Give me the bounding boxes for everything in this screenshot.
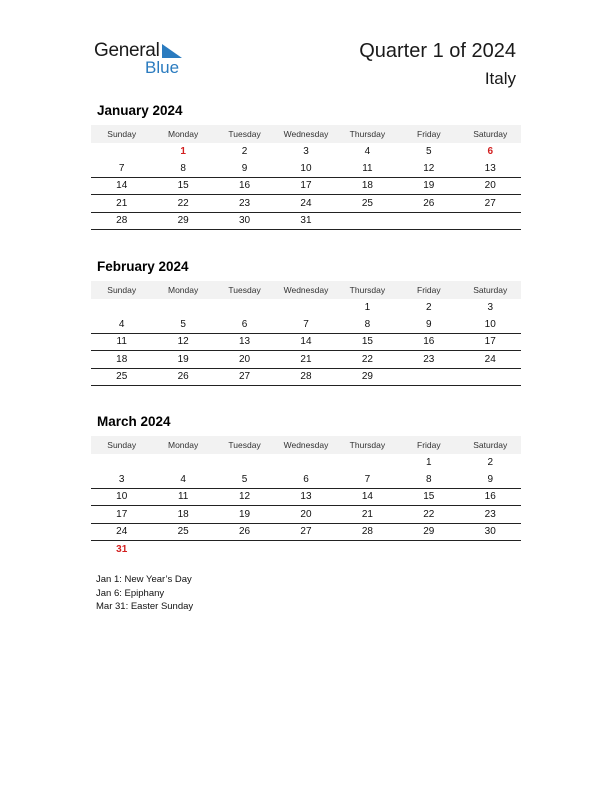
day-cell: 1 <box>364 302 371 314</box>
day-cell: 27 <box>238 371 251 383</box>
weekday-label: Friday <box>417 285 441 295</box>
week-row <box>91 471 521 488</box>
day-cell: 3 <box>487 302 494 314</box>
day-cell: 6 <box>303 474 309 486</box>
weekday-header <box>91 125 521 143</box>
week-row <box>91 195 521 212</box>
day-cell: 28 <box>116 215 128 227</box>
day-cell: 9 <box>241 163 248 175</box>
weekday-label: Friday <box>417 129 441 139</box>
month-grid <box>91 143 521 230</box>
weekday-label: Sunday <box>107 129 137 139</box>
week-row <box>91 369 521 386</box>
day-cell: 18 <box>361 180 373 192</box>
day-cell: 17 <box>300 180 312 192</box>
day-cell: 19 <box>177 353 189 365</box>
day-cell: 4 <box>364 146 371 158</box>
week-row <box>91 143 521 160</box>
holiday-day-cell: 31 <box>116 544 128 556</box>
day-cell: 8 <box>180 163 186 175</box>
day-cell: 22 <box>177 197 189 209</box>
day-cell: 13 <box>300 491 312 503</box>
day-cell: 11 <box>116 336 127 348</box>
week-row <box>91 334 521 351</box>
day-cell: 9 <box>426 319 432 331</box>
day-cell: 14 <box>116 180 128 192</box>
weekday-label: Wednesday <box>283 129 329 139</box>
day-cell: 16 <box>423 336 435 348</box>
day-cell: 25 <box>361 197 373 209</box>
weekday-label: Friday <box>417 440 441 450</box>
month-title: March 2024 <box>97 414 171 429</box>
day-cell: 29 <box>423 526 435 538</box>
logo-text-general: General <box>94 40 160 61</box>
weekday-label: Monday <box>168 129 199 139</box>
day-cell: 12 <box>238 491 251 503</box>
day-cell: 22 <box>361 353 373 365</box>
week-row <box>91 299 521 316</box>
day-cell: 9 <box>487 474 494 486</box>
country-label: Italy <box>484 69 516 88</box>
day-cell: 21 <box>361 508 373 520</box>
day-cell: 5 <box>180 319 186 331</box>
holiday-day-cell: 6 <box>487 146 494 158</box>
week-row <box>91 489 521 506</box>
day-cell: 2 <box>241 146 248 158</box>
weekday-label: Monday <box>168 440 199 450</box>
day-cell: 17 <box>116 508 128 520</box>
day-cell: 12 <box>177 336 189 348</box>
day-cell: 28 <box>361 526 373 538</box>
day-cell: 27 <box>300 526 312 538</box>
day-cell: 20 <box>238 353 251 365</box>
day-cell: 21 <box>116 197 128 209</box>
day-cell: 26 <box>238 526 251 538</box>
day-cell: 18 <box>177 508 189 520</box>
month-march <box>91 414 521 558</box>
day-cell: 26 <box>177 371 189 383</box>
week-row <box>91 524 521 541</box>
weekday-label: Tuesday <box>228 285 261 295</box>
week-row <box>91 351 521 368</box>
day-cell: 24 <box>484 353 496 365</box>
month-title: January 2024 <box>97 103 183 118</box>
month-grid <box>91 454 521 558</box>
day-cell: 25 <box>116 371 128 383</box>
day-cell: 12 <box>423 163 435 175</box>
day-cell: 10 <box>484 319 496 331</box>
weekday-label: Wednesday <box>283 440 329 450</box>
weekday-label: Tuesday <box>228 440 261 450</box>
day-cell: 7 <box>303 319 309 331</box>
day-cell: 26 <box>423 197 435 209</box>
day-cell: 25 <box>177 526 189 538</box>
week-row <box>91 316 521 333</box>
logo-text-blue: Blue <box>145 58 180 77</box>
day-cell: 4 <box>180 474 186 486</box>
day-cell: 23 <box>423 353 435 365</box>
day-cell: 31 <box>300 215 312 227</box>
day-cell: 16 <box>238 180 251 192</box>
day-cell: 6 <box>241 319 248 331</box>
day-cell: 19 <box>238 508 251 520</box>
month-grid <box>91 299 521 386</box>
weekday-label: Saturday <box>473 285 508 295</box>
day-cell: 2 <box>426 302 432 314</box>
weekday-label: Saturday <box>473 440 508 450</box>
day-cell: 17 <box>484 336 496 348</box>
holiday-notes <box>96 573 193 614</box>
day-cell: 19 <box>423 180 435 192</box>
weekday-label: Thursday <box>349 129 386 139</box>
day-cell: 8 <box>364 319 371 331</box>
day-cell: 3 <box>118 474 125 486</box>
day-cell: 15 <box>361 336 373 348</box>
day-cell: 27 <box>484 197 496 209</box>
day-cell: 23 <box>238 197 251 209</box>
week-row <box>91 160 521 177</box>
day-cell: 15 <box>423 491 435 503</box>
week-row <box>91 178 521 195</box>
day-cell: 11 <box>177 491 189 503</box>
weekday-header <box>91 281 521 299</box>
day-cell: 13 <box>238 336 251 348</box>
week-row <box>91 506 521 523</box>
day-cell: 24 <box>116 526 128 538</box>
holiday-note: Mar 31: Easter Sunday <box>96 601 194 612</box>
day-cell: 10 <box>300 163 312 175</box>
day-cell: 28 <box>300 371 312 383</box>
day-cell: 13 <box>484 163 496 175</box>
weekday-label: Monday <box>168 285 199 295</box>
day-cell: 5 <box>426 146 432 158</box>
weekday-label: Sunday <box>107 285 137 295</box>
day-cell: 24 <box>300 197 312 209</box>
day-cell: 20 <box>484 180 496 192</box>
generalblue-logo <box>94 40 194 80</box>
weekday-label: Thursday <box>349 285 386 295</box>
day-cell: 15 <box>177 180 189 192</box>
day-cell: 18 <box>116 353 128 365</box>
holiday-note: Jan 1: New Year’s Day <box>96 574 192 585</box>
day-cell: 7 <box>118 163 125 175</box>
day-cell: 8 <box>426 474 432 486</box>
day-cell: 29 <box>177 215 189 227</box>
day-cell: 20 <box>300 508 312 520</box>
month-january <box>91 103 521 230</box>
day-cell: 21 <box>300 353 312 365</box>
day-cell: 7 <box>364 474 371 486</box>
week-row <box>91 213 521 230</box>
day-cell: 1 <box>426 457 432 469</box>
weekday-label: Saturday <box>473 129 508 139</box>
day-cell: 3 <box>303 146 309 158</box>
day-cell: 2 <box>487 457 494 469</box>
day-cell: 22 <box>423 508 435 520</box>
day-cell: 5 <box>241 474 248 486</box>
weekday-label: Tuesday <box>228 129 261 139</box>
day-cell: 11 <box>362 163 373 175</box>
day-cell: 29 <box>361 371 373 383</box>
day-cell: 30 <box>238 215 251 227</box>
day-cell: 23 <box>484 508 496 520</box>
page-title: Quarter 1 of 2024 <box>359 40 516 62</box>
month-title: February 2024 <box>97 259 189 274</box>
day-cell: 14 <box>361 491 373 503</box>
day-cell: 10 <box>116 491 128 503</box>
day-cell: 4 <box>118 319 125 331</box>
week-row <box>91 541 521 558</box>
month-february <box>91 259 521 386</box>
weekday-label: Thursday <box>349 440 386 450</box>
day-cell: 14 <box>300 336 312 348</box>
holiday-day-cell: 1 <box>180 146 186 158</box>
day-cell: 30 <box>484 526 496 538</box>
weekday-label: Sunday <box>107 440 137 450</box>
week-row <box>91 454 521 471</box>
weekday-label: Wednesday <box>283 285 329 295</box>
holiday-note: Jan 6: Epiphany <box>96 587 165 599</box>
day-cell: 16 <box>484 491 496 503</box>
weekday-header <box>91 436 521 454</box>
